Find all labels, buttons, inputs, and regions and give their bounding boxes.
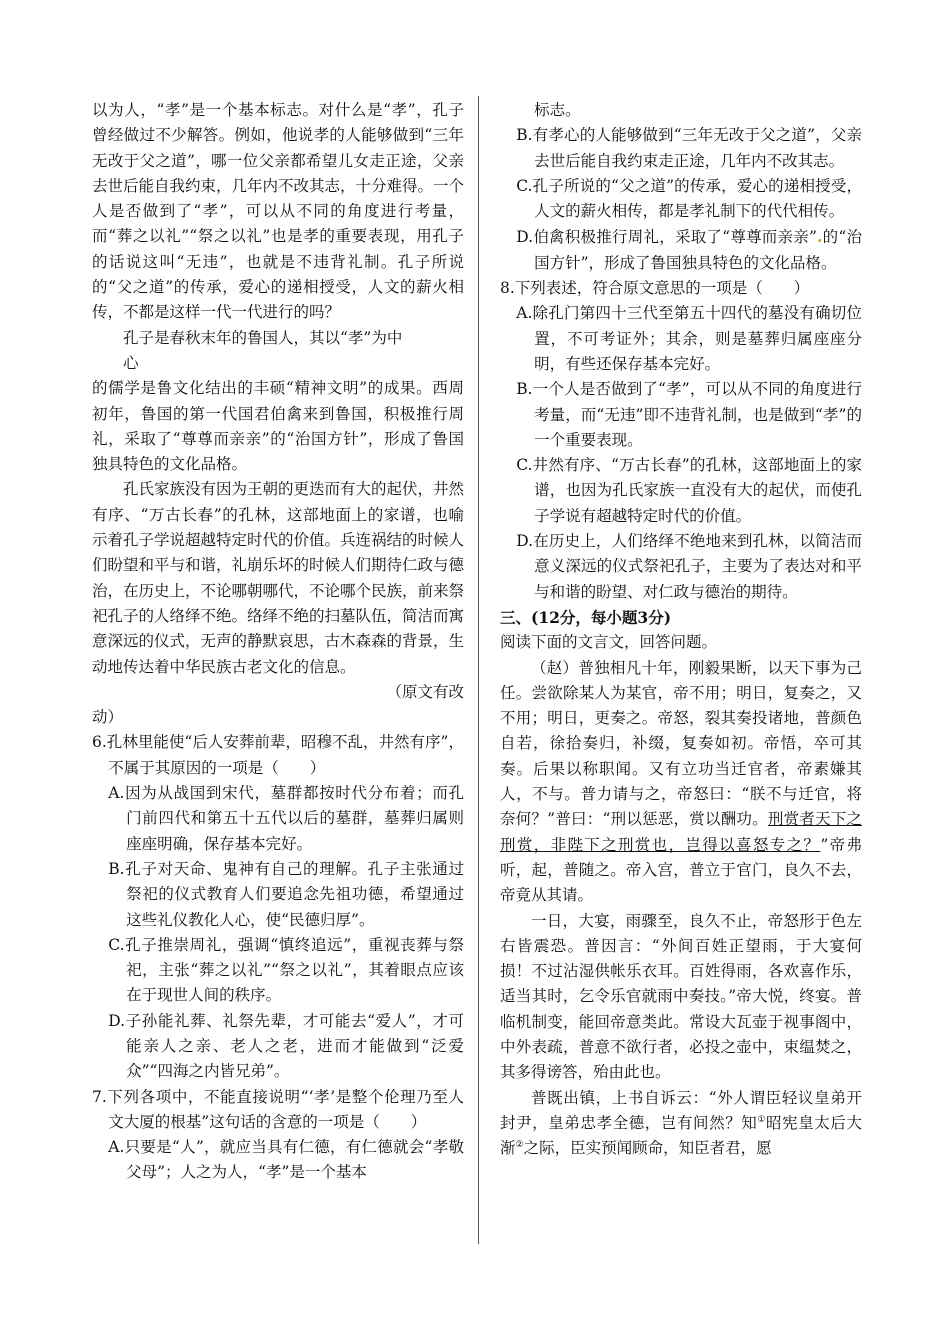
question-8-option-c: C.井然有序、“万古长春”的孔林，这部地面上的家谱，也因为孔氏家族一直没有大的起伏，而使孔子学说有超越特定时代的价值。 xyxy=(516,456,862,525)
left-column xyxy=(92,98,464,1186)
footnote-marker-2: ② xyxy=(515,1140,524,1151)
column-divider xyxy=(478,96,479,1244)
classical-paragraph-1-text: （赵）普独相凡十年，刚毅果断，以天下事为己任。尝欲除某人为某官，帝不用；明日，复奏之，又不用；明日，更奏之。帝怒，裂其奏投诸地，普颜色自若，徐拾奏归，补缀，复奏如初。帝悟，卒可其奏。后果以称职闻。又有立功当迁官者，帝素嫌其人，不与。普力请与之，帝怒曰：“朕不与迁官，将奈何？”普曰：“刑以惩恶，赏以酬功。 xyxy=(500,658,862,829)
question-6: 6.孔林里能使“后人安葬前辈，昭穆不乱，井然有序”，不属于其原因的一项是（ ） xyxy=(92,733,464,777)
passage-paragraph-1: 以为人，“孝”是一个基本标志。对什么是“孝”，孔子曾经做过不少解答。例如，他说孝的人能够做到“三年无改于父之道”，哪一位父亲都希望儿女走正途，父亲去世后能自我约束，几年内不改其志，十分难得。一个人是否做到了“孝”，可以从不同的角度进行考量，而“葬之以礼”“祭之以礼”也是孝的重要表现，用孔子的话说这叫“无违”，也就是不违背礼制。孔子所说的“父之道”的传承，爱心的递相授受，人文的薪火相传，不都是这样一代一代进行的吗？ xyxy=(92,101,465,322)
passage-paragraph-3: 孔氏家族没有因为王朝的更迭而有大的起伏，井然有序、“万古长春”的孔林，这部地面上的家谱，也喻示着孔子学说超越特定时代的价值。兵连祸结的时候人们盼望和平与和谐，礼崩乐坏的时候人们期待仁政与德治，在历史上，不论哪朝哪代，不论哪个民族，前来祭祀孔子的人络绎不绝。络绎不绝的扫墓队伍，简洁而寓意深远的仪式，无声的静默哀思，古木森森的背景，生动地传达着中华民族古老文化的信息。 xyxy=(92,480,465,676)
question-7-option-a: A.只要是“人”，就应当具有仁德，有仁德就会“孝敬父母”；人之为人，“孝”是一个基本 xyxy=(108,1138,464,1182)
question-6-option-b: B.孔子对天命、鬼神有自己的理解。孔子主张通过祭祀的仪式教育人们要追念先祖功德，希望通过这些礼仪教化人心，使“民德归厚”。 xyxy=(108,859,464,929)
question-6-option-a: A.因为从战国到宋代，墓群都按时代分布着；而孔门前四代和第五十五代以后的墓群，墓葬归属则座座明确，保存基本完好。 xyxy=(108,784,464,853)
source-note: （原文有改 xyxy=(386,682,464,701)
source-note-end: 动） xyxy=(92,708,124,727)
option-d-text-end: 的“治国方针”，形成了鲁国独具特色的文化品格。 xyxy=(534,228,862,272)
question-8-option-b: B.一个人是否做到了“孝”，可以从不同的角度进行考量，而“无违”即不违背礼制，也是做到“孝”的一个重要表现。 xyxy=(516,380,862,449)
underlined-sentence: 刑赏者天下之刑赏，非陛下之刑赏也，岂得以喜怒专之？ xyxy=(500,810,862,854)
passage-paragraph-2-wrap: 心 xyxy=(123,353,139,372)
passage-paragraph-2-start: 孔子是春秋末年的鲁国人，其以“孝”为中 xyxy=(123,328,403,347)
classical-paragraph-3-end: 之际，臣实预闻顾命，知臣者君，愿 xyxy=(523,1139,772,1158)
section-3-heading: 三、(12分，每小题3分) xyxy=(500,607,672,627)
question-6-option-c: C.孔子推崇周礼，强调“慎终追远”，重视丧葬与祭祀，主张“葬之以礼”“祭之以礼”，其着眼点应该在于现世人间的秩序。 xyxy=(108,935,464,1005)
question-7-option-b: B.有孝心的人能够做到“三年无改于父之道”，父亲去世后能自我约束走正途，几年内不改其志。 xyxy=(516,126,862,170)
question-7-option-d xyxy=(500,224,862,276)
emphasis-dot: . xyxy=(816,227,823,247)
classical-paragraph-3-mid: 昭宪皇太后大渐 xyxy=(500,1113,862,1158)
footnote-marker-1: ① xyxy=(757,1114,767,1125)
question-7: 7.下列各项中，不能直接说明“‘孝’是整个伦理乃至人文大厦的根基”这句话的含意的一项是（ ） xyxy=(92,1087,464,1131)
right-column xyxy=(500,98,862,1161)
question-8: 8.下列表述，符合原文意思的一项是（ ） xyxy=(500,279,810,298)
section-3-intro: 阅读下面的文言文，回答问题。 xyxy=(500,633,718,652)
classical-paragraph-1 xyxy=(500,656,862,909)
classical-paragraph-3-text: 普既出镇，上书自诉云：“外人谓臣轻议皇弟开封尹，皇弟忠孝全德，岂有间然？知 xyxy=(500,1088,862,1132)
classical-paragraph-2: 一日，大宴，雨骤至，良久不止，帝怒形于色左右皆震恐。普因言：“外间百姓正望雨，于大宴何损！不过沾湿供帐乐衣耳。百姓得雨，各欢喜作乐，适当其时，乞令乐官就雨中奏技。”帝大悦，终宴。普临机制变，能回帝意类此。常设大瓦壶于视事阁中，中外表疏，普意不欲行者，必投之壶中，束缊焚之，其多得谤答，殆由此也。 xyxy=(500,911,862,1082)
question-7-option-c: C.孔子所说的“父之道”的传承，爱心的递相授受，人文的薪火相传，都是孝礼制下的代代相传。 xyxy=(516,176,862,221)
question-8-option-d: D.在历史上，人们络绎不绝地来到孔林，以简洁而意义深远的仪式祭祀孔子，主要为了表达对和平与和谐的盼望、对仁政与德治的期待。 xyxy=(516,532,862,601)
question-8-option-a: A.除孔门第四十三代至第五十四代的墓没有确切位置，不可考证外；其余，则是墓葬归属座座分明，有些还保存基本完好。 xyxy=(516,304,862,373)
classical-paragraph-1-end: ”帝弗听，起，普随之。帝入宫，普立于官门，良久不去，帝竟从其请。 xyxy=(500,835,862,905)
question-6-option-d: D.子孙能礼葬、礼祭先辈，才可能去“爱人”，才可能亲人之亲、老人之老，进而才能做到“泛爱众”“四海之内皆兄弟”。 xyxy=(108,1011,464,1081)
passage-paragraph-2-continued: 的儒学是鲁文化结出的丰硕“精神文明”的成果。西周初年，鲁国的第一代国君伯禽来到鲁国，积极推行周礼，采取了“尊尊而亲亲”的“治国方针”，形成了鲁国独具特色的文化品格。 xyxy=(92,379,464,474)
question-7-option-a-continued: 标志。 xyxy=(534,101,581,119)
option-d-text-start: D.伯禽积极推行周礼，采取了“尊尊而亲亲” xyxy=(516,228,817,247)
classical-paragraph-3 xyxy=(500,1086,862,1162)
